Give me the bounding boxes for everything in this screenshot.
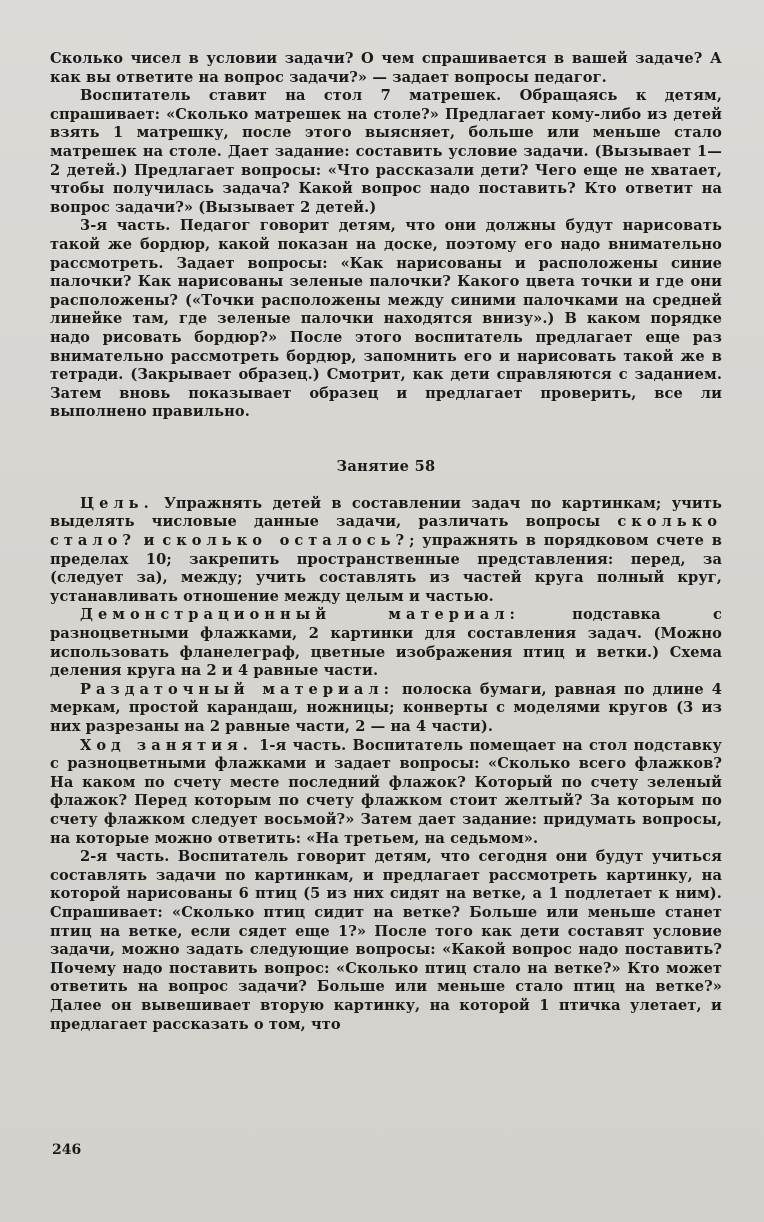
goal-text-1: Упражнять детей в составлении задач по картинкам; учить выделять числовые данные задачи, различать вопросы [50,494,722,531]
paragraph-demo-material [50,606,722,680]
paragraph-part-2: 2-я часть. Воспитатель говорит детям, что сегодня они будут учиться составлять задачи по картинкам, и предлагает рассмотреть картинку, на которой нарисованы 6 птиц (5 из них сидят на ветке, а 1 подлетает к ним). Спрашивает: «Сколько птиц сидит на ветке? Больше или меньше станет птиц на ветке, если сядет еще 1?» После того как дети составят условие задачи, можно задать следующие вопросы: «Какой вопрос надо поставить? Почему надо поставить вопрос: «Сколько птиц стало на ветке?» Кто может ответить на вопрос задачи? Больше или меньше стало птиц на ветке?» Далее он вывешивает вторую картинку, на которой 1 птичка улетает, и предлагает рассказать о том, что [50,848,722,1033]
handout-text: полоска бумаги, равная по длине 4 меркам, простой карандаш, ножницы; конверты с моделями кругов (3 из них разрезаны на 2 равные части, 2 — на 4 части). [50,680,722,735]
goal-text-3: ; упражнять в порядковом счете в пределах 10; закрепить пространственные представления: перед, за (следует за), между; учить составлять из частей круга полный круг, устанавливать отношение между целым и частью. [50,532,722,605]
page-content [50,50,722,1034]
demo-label: Демонстрационный материал: [80,606,520,624]
paragraph-part-3: 3-я часть. Педагог говорит детям, что они должны будут нарисовать такой же бордюр, какой показан на доске, поэтому его надо внимательно рассмотреть. Задает вопросы: «Как нарисованы и расположены синие палочки? Как нарисованы зеленые палочки? Какого цвета точки и где они расположены? («Точки расположены между синими палочками на средней линейке там, где зеленые палочки находятся внизу».) В каком порядке надо рисовать бордюр?» После этого воспитатель предлагает еще раз внимательно рассмотреть бордюр, запомнить его и нарисовать такой же в тетради. (Закрывает образец.) Смотрит, как дети справляются с заданием. Затем вновь показывает образец и предлагает проверить, все ли выполнено правильно. [50,217,722,421]
lesson-title: Занятие 58 [336,457,436,475]
goal-text-2: и [135,532,163,550]
goal-question-2: сколько осталось? [162,532,410,550]
paragraph-handout-material [50,681,722,737]
handout-label: Раздаточный материал: [80,680,394,698]
paragraph-goal [50,495,722,607]
paragraph-continuation: Сколько чисел в условии задачи? О чем спрашивается в вашей задаче? А как вы ответите на вопрос задачи?» — задает вопросы педагог. [50,50,722,86]
goal-question-1: сколько стало? [50,513,722,550]
course-text: 1-я часть. Воспитатель помещает на стол подставку с разноцветными флажками и задает вопросы: «Сколько всего флажков? На каком по счету месте последний флажок? Который по счету зеленый флажок? Перед которым по счету флажком стоит желтый? За которым по счету флажком следует восьмой?» Затем дает задание: придумать вопросы, на которые можно ответить: «На третьем, на седьмом». [50,736,722,847]
paragraph-matryoshka: Воспитатель ставит на стол 7 матрешек. Обращаясь к детям, спрашивает: «Сколько матрешек на столе?» Предлагает кому-либо из детей взять 1 матрешку, после этого выясняет, больше или меньше стало матрешек на столе. Дает задание: составить условие задачи. (Вызывает 1—2 детей.) Предлагает вопросы: «Что рассказали дети? Чего еще не хватает, чтобы получилась задача? Какой вопрос надо поставить? Кто ответит на вопрос задачи?» (Вызывает 2 детей.) [50,87,722,216]
paragraph-course [50,737,722,849]
page-number: 246 [52,1142,82,1158]
demo-text: подставка с разноцветными флажками, 2 картинки для составления задач. (Можно использовать фланелеграф, цветные изображения птиц и ветки.) Схема деления круга на 2 и 4 равные части. [50,606,722,680]
goal-label: Цель. [80,494,154,512]
course-label: Ход занятия. [80,736,253,754]
